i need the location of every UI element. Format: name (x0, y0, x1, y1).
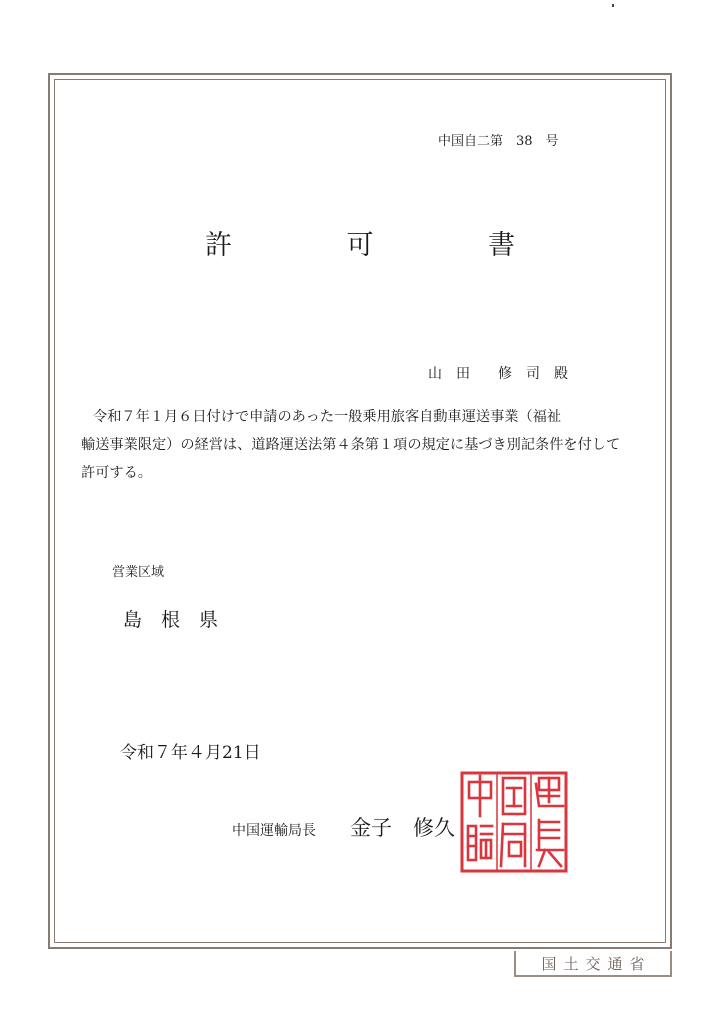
title-char: 可 (346, 230, 374, 261)
addressee: 山 田 修 司 殿 (428, 366, 568, 382)
signer-name: 金子 修久 (350, 816, 455, 840)
title-char: 書 (488, 230, 515, 261)
scan-mark (612, 4, 614, 7)
body-text (81, 403, 633, 487)
signer-title: 中国運輸局長 (232, 823, 316, 839)
body-line: 許可する。 (81, 465, 152, 481)
document-number: 中国自二第 38 号 (438, 134, 559, 149)
body-line: 令和７年１月６日付けで申請のあった一般乗用旅客自動車運送事業（福祉 (93, 409, 562, 425)
title-char: 許 (205, 230, 232, 261)
body-line: 輸送事業限定）の経営は、道路運送法第４条第１項の規定に基づき別記条件を付して (81, 437, 621, 453)
business-area-label: 営業区域 (112, 565, 165, 580)
official-seal-icon (459, 770, 569, 874)
document-title (205, 223, 515, 262)
issue-date: 令和７年４月21日 (120, 743, 261, 763)
business-area-value: 島 根 県 (123, 609, 219, 631)
ministry-stamp: 国土交通省 (514, 951, 672, 977)
